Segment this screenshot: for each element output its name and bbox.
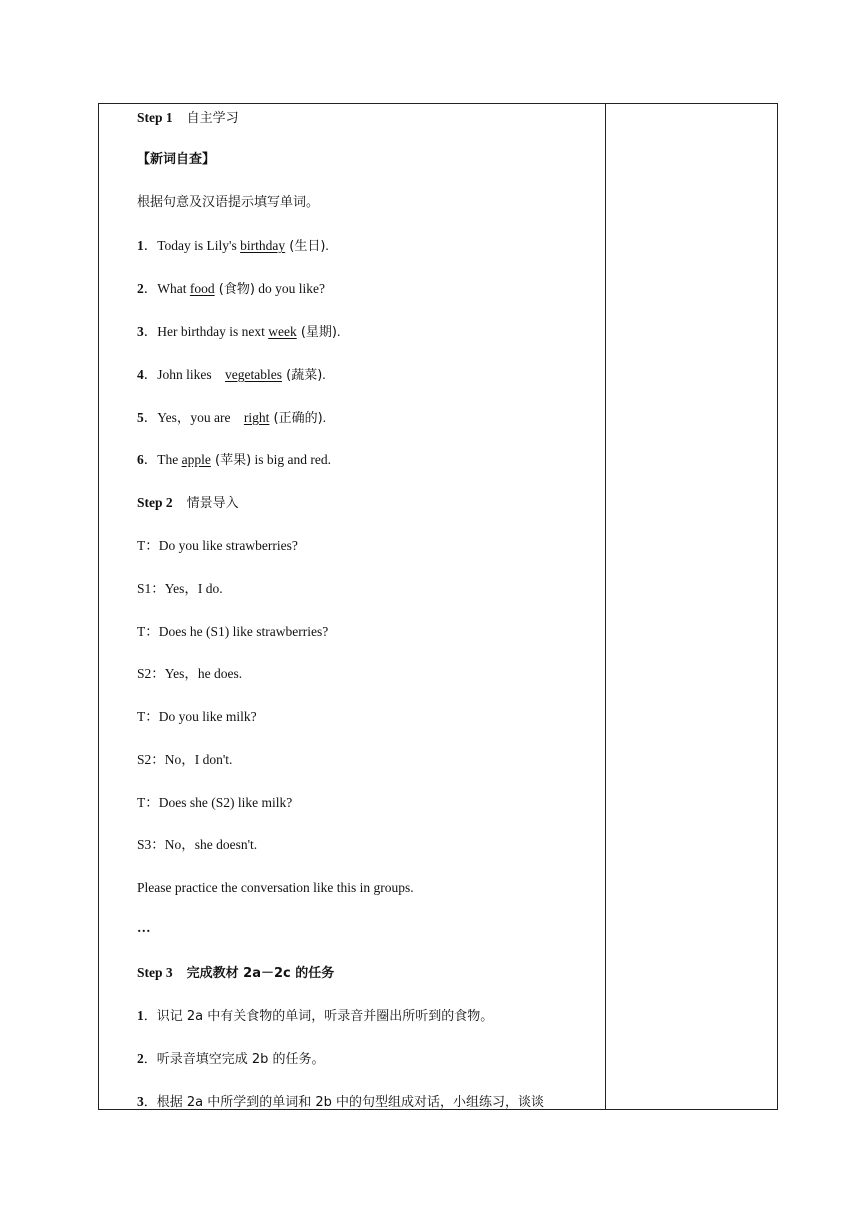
dialogue-line: S1：Yes，I do. <box>137 581 223 596</box>
task-item-1: 1．识记 2a 中有关食物的单词，听录音并圈出所听到的食物。 <box>137 1008 494 1024</box>
dialogue-line: T：Do you like milk? <box>137 709 257 724</box>
answer-blank: apple <box>181 452 211 467</box>
task-item-2: 2．听录音填空完成 2b 的任务。 <box>137 1051 325 1067</box>
answer-blank: week <box>268 324 297 339</box>
step3-heading <box>137 964 334 983</box>
step2-heading <box>137 494 239 513</box>
lesson-table <box>98 103 778 1110</box>
task-item-3: 3．根据 2a 中所学到的单词和 2b 中的句型组成对话，小组练习，谈谈 <box>137 1094 545 1110</box>
ellipsis: … <box>137 920 151 935</box>
step1-heading <box>137 109 239 128</box>
step1-label: Step 1 <box>137 110 173 125</box>
answer-blank: food <box>189 281 215 296</box>
column-divider <box>605 104 606 1109</box>
exercise-item-4: 4．John likes vegetables (蔬菜). <box>137 367 326 383</box>
step2-label: Step 2 <box>137 495 173 510</box>
dialogue-line: S2：Yes，he does. <box>137 666 243 681</box>
section-new-words: 【新词自查】 <box>137 152 216 167</box>
answer-blank: vegetables <box>225 367 282 382</box>
answer-blank: birthday <box>240 238 286 253</box>
answer-blank: right <box>243 410 270 425</box>
instruction-text: 根据句意及汉语提示填写单词。 <box>137 195 320 210</box>
exercise-item-1: 1．Today is Lily's birthday (生日). <box>137 238 329 254</box>
dialogue-line: S2：No，I don't. <box>137 752 233 767</box>
exercise-item-2: 2．What food (食物) do you like? <box>137 281 326 297</box>
exercise-item-6: 6．The apple (苹果) is big and red. <box>137 452 332 468</box>
dialogue-line: T：Does he (S1) like strawberries? <box>137 624 329 639</box>
step3-title: 完成教材 2a－2c 的任务 <box>186 966 335 981</box>
practice-instruction: Please practice the conversation like this in groups. <box>137 880 414 895</box>
step2-title: 情景导入 <box>186 496 239 511</box>
exercise-item-5: 5．Yes，you are right (正确的). <box>137 410 327 426</box>
dialogue-line: S3：No，she doesn't. <box>137 837 258 852</box>
step3-label: Step 3 <box>137 965 173 980</box>
dialogue-line: T：Do you like strawberries? <box>137 538 298 553</box>
step1-title: 自主学习 <box>186 111 239 126</box>
dialogue-line: T：Does she (S2) like milk? <box>137 795 293 810</box>
exercise-item-3: 3．Her birthday is next week (星期). <box>137 324 341 340</box>
